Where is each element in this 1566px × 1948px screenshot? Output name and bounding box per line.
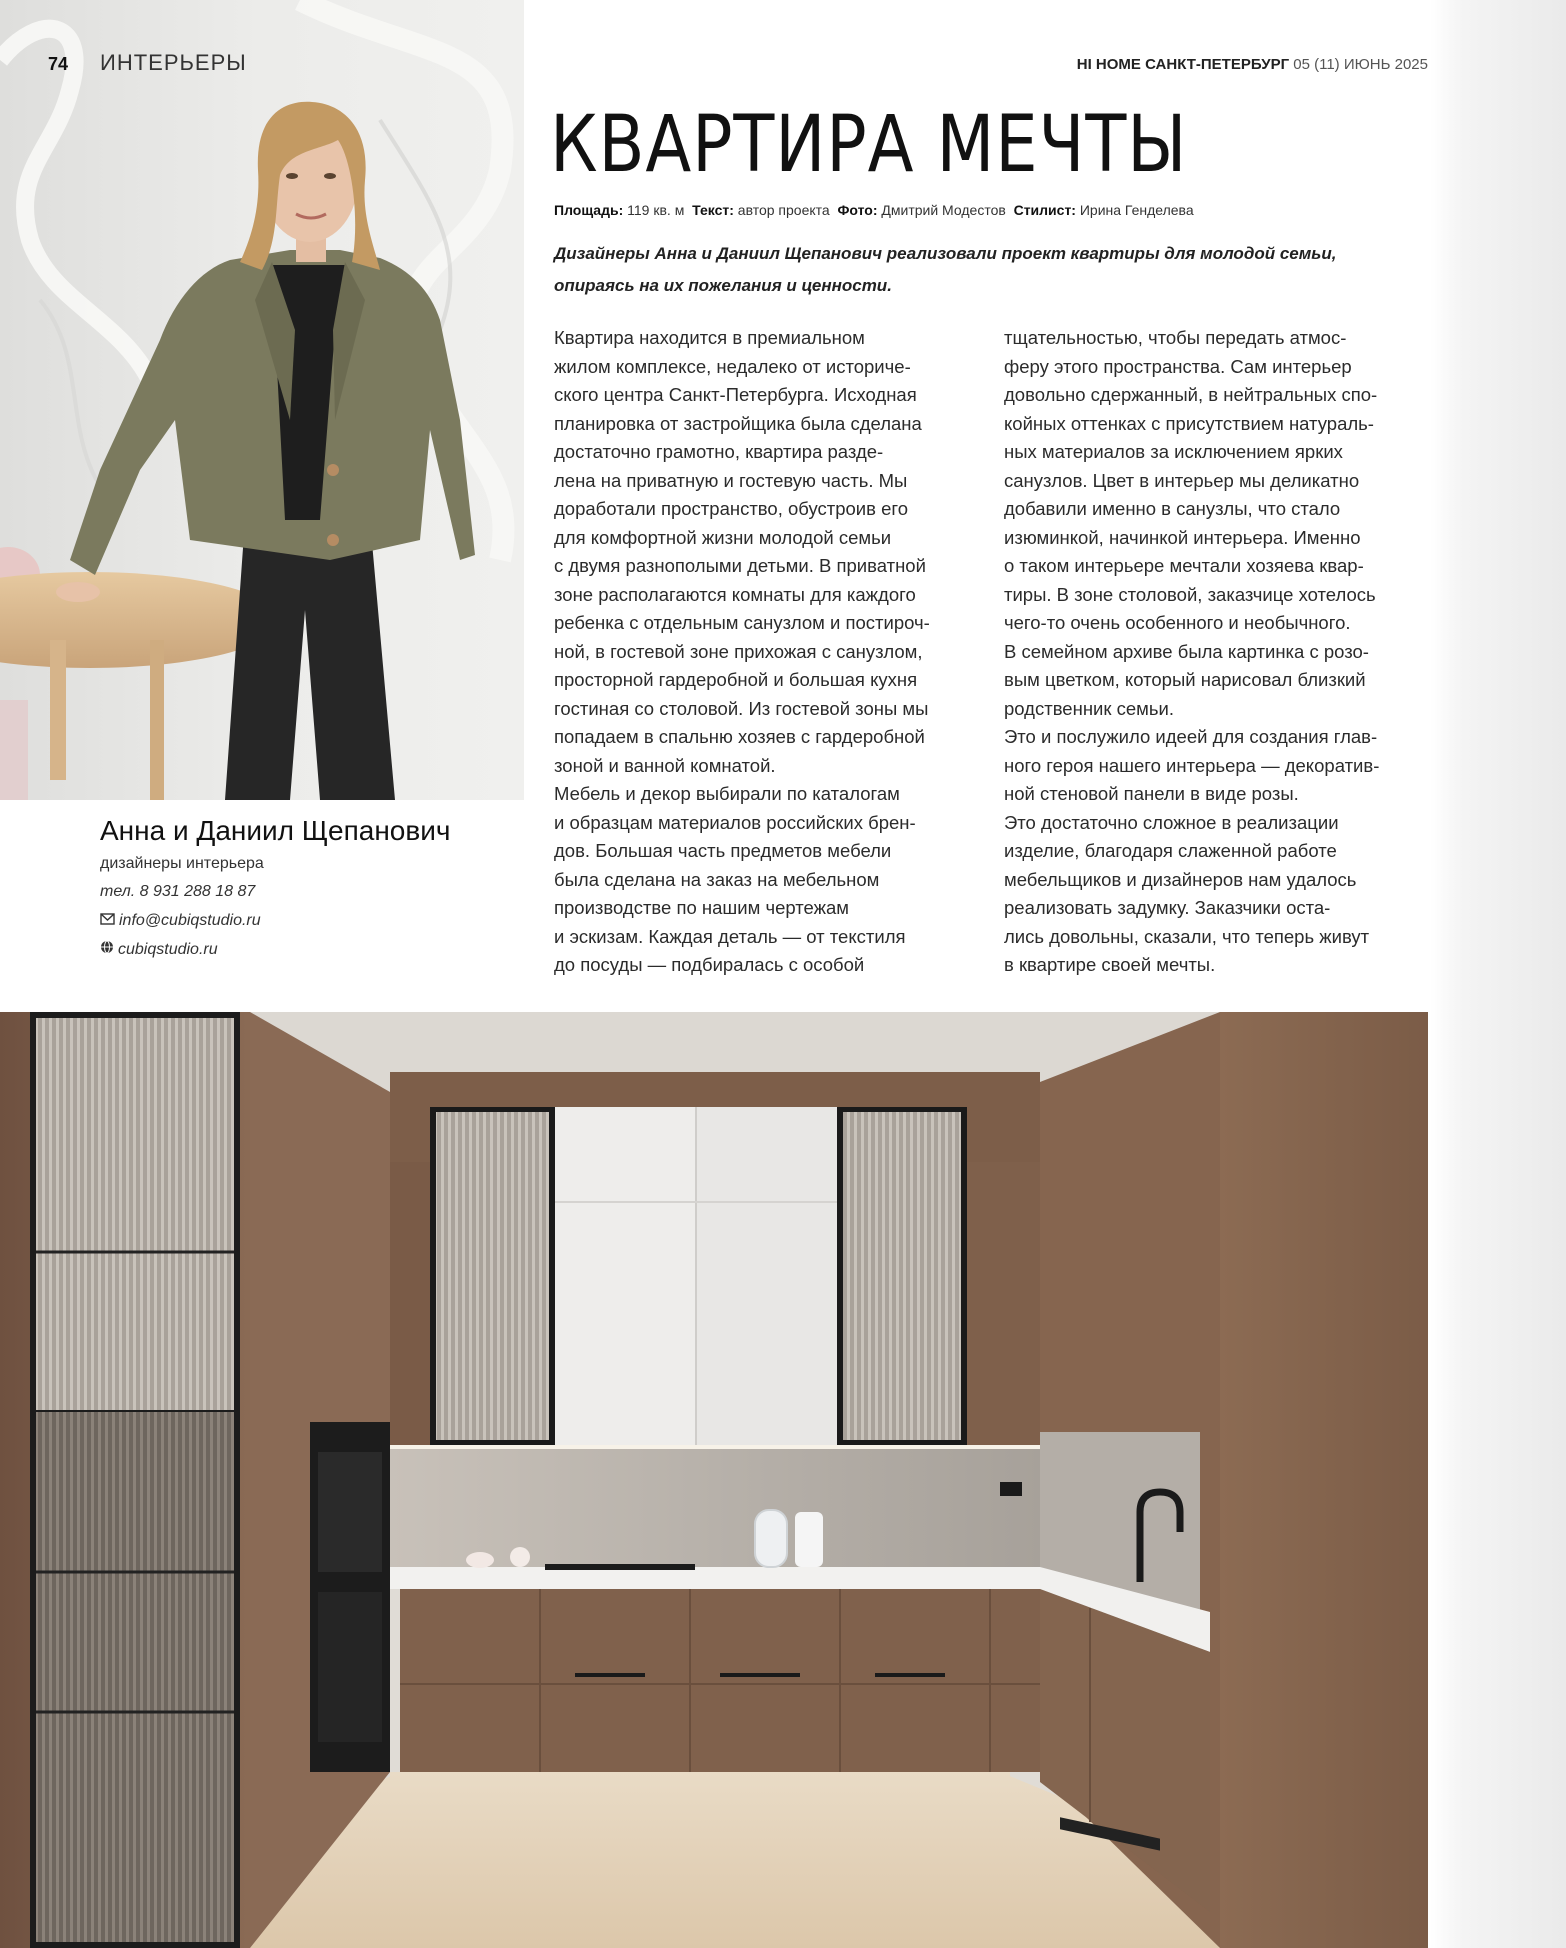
article-text-line: с двумя разнополыми детьми. В приватной xyxy=(554,555,926,576)
article-text-line: просторной гардеробной и большая кухня xyxy=(554,669,918,690)
article-text-line: ной стеновой панели в виде розы. xyxy=(1004,783,1299,804)
article-text-line: зоной и ванной комнатой. xyxy=(554,754,776,776)
issue-info: 05 (11) ИЮНЬ 2025 xyxy=(1293,56,1428,73)
article-text-line: дов. Большая часть предметов мебели xyxy=(554,840,892,861)
email-text: info@cubiqstudio.ru xyxy=(119,912,261,929)
article-lead xyxy=(554,238,1354,302)
article-text-line: санузлов. Цвет в интерьер мы деликатно xyxy=(1004,469,1360,491)
section-title: ИНТЕРЬЕРЫ xyxy=(100,50,247,75)
article-text-line: о таком интерьере мечтали хозяева квар- xyxy=(1004,555,1364,576)
article-text-line: ребенка с отдельным санузлом и постироч- xyxy=(554,612,930,633)
article-text-line: производстве по нашим чертежам xyxy=(554,897,850,918)
article-text-line: Это достаточно сложное в реализации xyxy=(1004,811,1339,833)
article-text-line: лись довольны, сказали, что теперь живут xyxy=(1004,925,1370,947)
article-text-line: ных материалов за исключением ярких xyxy=(1004,441,1343,462)
designer-email[interactable] xyxy=(100,912,261,930)
photo-value: Дмитрий Модестов xyxy=(881,202,1006,218)
article-credits xyxy=(554,202,1194,218)
article-text-line: лена на приватную и гостевую часть. Мы xyxy=(554,469,908,491)
article-text-line: койных оттенках с присутствием натураль- xyxy=(1004,412,1374,434)
article-text-line: В семейном архиве была картинка с розо- xyxy=(1004,640,1369,662)
magazine-name: HI HOME САНКТ-ПЕТЕРБУРГ xyxy=(1076,56,1290,73)
designer-phone[interactable]: тел. 8 931 288 18 87 xyxy=(100,883,256,900)
article-text-line: планировка от застройщика была сделана xyxy=(554,412,922,434)
article-text-line: чего-то очень особенного и необычного. xyxy=(1004,612,1351,633)
article-text-line: Квартира находится в премиальном xyxy=(554,327,865,348)
article-text-line: ной, в гостевой зоне прихожая с санузлом, xyxy=(554,640,923,662)
article-title: КВАРТИРА МЕЧТЫ xyxy=(550,100,1188,190)
article-text-line: в квартире своей мечты. xyxy=(1004,954,1216,975)
page-gutter-shadow xyxy=(1430,0,1566,1948)
article-text-line: ского центра Санкт-Петербурга. Исходная xyxy=(554,384,917,405)
designer-role: дизайнеры интерьера xyxy=(100,855,264,872)
article-text-line: изделие, благодаря слаженной работе xyxy=(1004,840,1337,861)
website-text: cubiqstudio.ru xyxy=(118,940,218,958)
article-text-line: доработали пространство, обустроив его xyxy=(554,498,909,519)
article-text-line: добавили именно в санузлы, что стало xyxy=(1004,498,1341,519)
article-text-line: зоне располагаются комнаты для каждого xyxy=(554,583,916,605)
page-number: 74 xyxy=(48,54,69,74)
article-text-line: жилом комплексе, недалеко от историче- xyxy=(554,355,911,377)
stylist-value: Ирина Генделева xyxy=(1079,202,1194,218)
designer-portrait-photo xyxy=(0,0,524,800)
article-text-line: изюминкой, начинкой интерьера. Именно xyxy=(1004,526,1361,548)
article-text-line: тиры. В зоне столовой, заказчице хотелось xyxy=(1004,583,1376,605)
article-text-line: и образцам материалов российских брен- xyxy=(554,811,916,833)
article-text-line: и эскизам. Каждая деталь — от текстиля xyxy=(554,925,906,947)
designer-website[interactable] xyxy=(100,940,218,959)
photo-label: Фото: xyxy=(837,202,878,218)
area-label: Площадь: xyxy=(554,202,624,218)
running-header xyxy=(1077,56,1428,73)
article-text-line: Мебель и декор выбирали по каталогам xyxy=(554,783,900,804)
lead-line: Дизайнеры Анна и Даниил Щепанович реализовали проект квартиры для молодой семьи, xyxy=(554,244,1337,263)
article-column-2 xyxy=(1004,324,1424,980)
article-text-line: реализовать задумку. Заказчики оста- xyxy=(1004,897,1331,918)
article-text-line: тщательностью, чтобы передать атмос- xyxy=(1004,327,1347,348)
article-text-line: попадаем в спальню хозяев с гардеробной xyxy=(554,726,925,747)
article-text-line: феру этого пространства. Сам интерьер xyxy=(1004,355,1352,377)
article-text-line: довольно сдержанный, в нейтральных спо- xyxy=(1004,384,1378,405)
text-value: автор проекта xyxy=(737,202,830,218)
article-text-line: ного героя нашего интерьера — декоратив- xyxy=(1004,754,1380,776)
article-text-line: для комфортной жизни молодой семьи xyxy=(554,526,892,548)
article-text-line: родственник семьи. xyxy=(1004,697,1174,719)
article-column-1 xyxy=(554,324,984,980)
kitchen-photo xyxy=(0,1012,1428,1948)
article-text-line: до посуды — подбиралась с особой xyxy=(554,954,865,975)
article-text-line: мебельщиков и дизайнеров нам удалось xyxy=(1004,868,1357,890)
envelope-icon xyxy=(100,912,115,930)
stylist-label: Стилист: xyxy=(1013,202,1076,218)
article-text-line: Это и послужило идеей для создания глав- xyxy=(1004,726,1378,747)
designer-name: Анна и Даниил Щепанович xyxy=(100,815,451,846)
globe-icon xyxy=(100,940,114,959)
area-value: 119 кв. м xyxy=(627,202,685,218)
lead-line: опираясь на их пожелания и ценности. xyxy=(554,276,892,295)
article-text-line: была сделана на заказ на мебельном xyxy=(554,868,880,890)
article-text-line: гостиная со столовой. Из гостевой зоны мы xyxy=(554,697,929,719)
text-label: Текст: xyxy=(692,202,734,218)
article-text-line: вым цветком, который нарисовал близкий xyxy=(1004,669,1366,690)
article-text-line: достаточно грамотно, квартира разде- xyxy=(554,441,884,462)
